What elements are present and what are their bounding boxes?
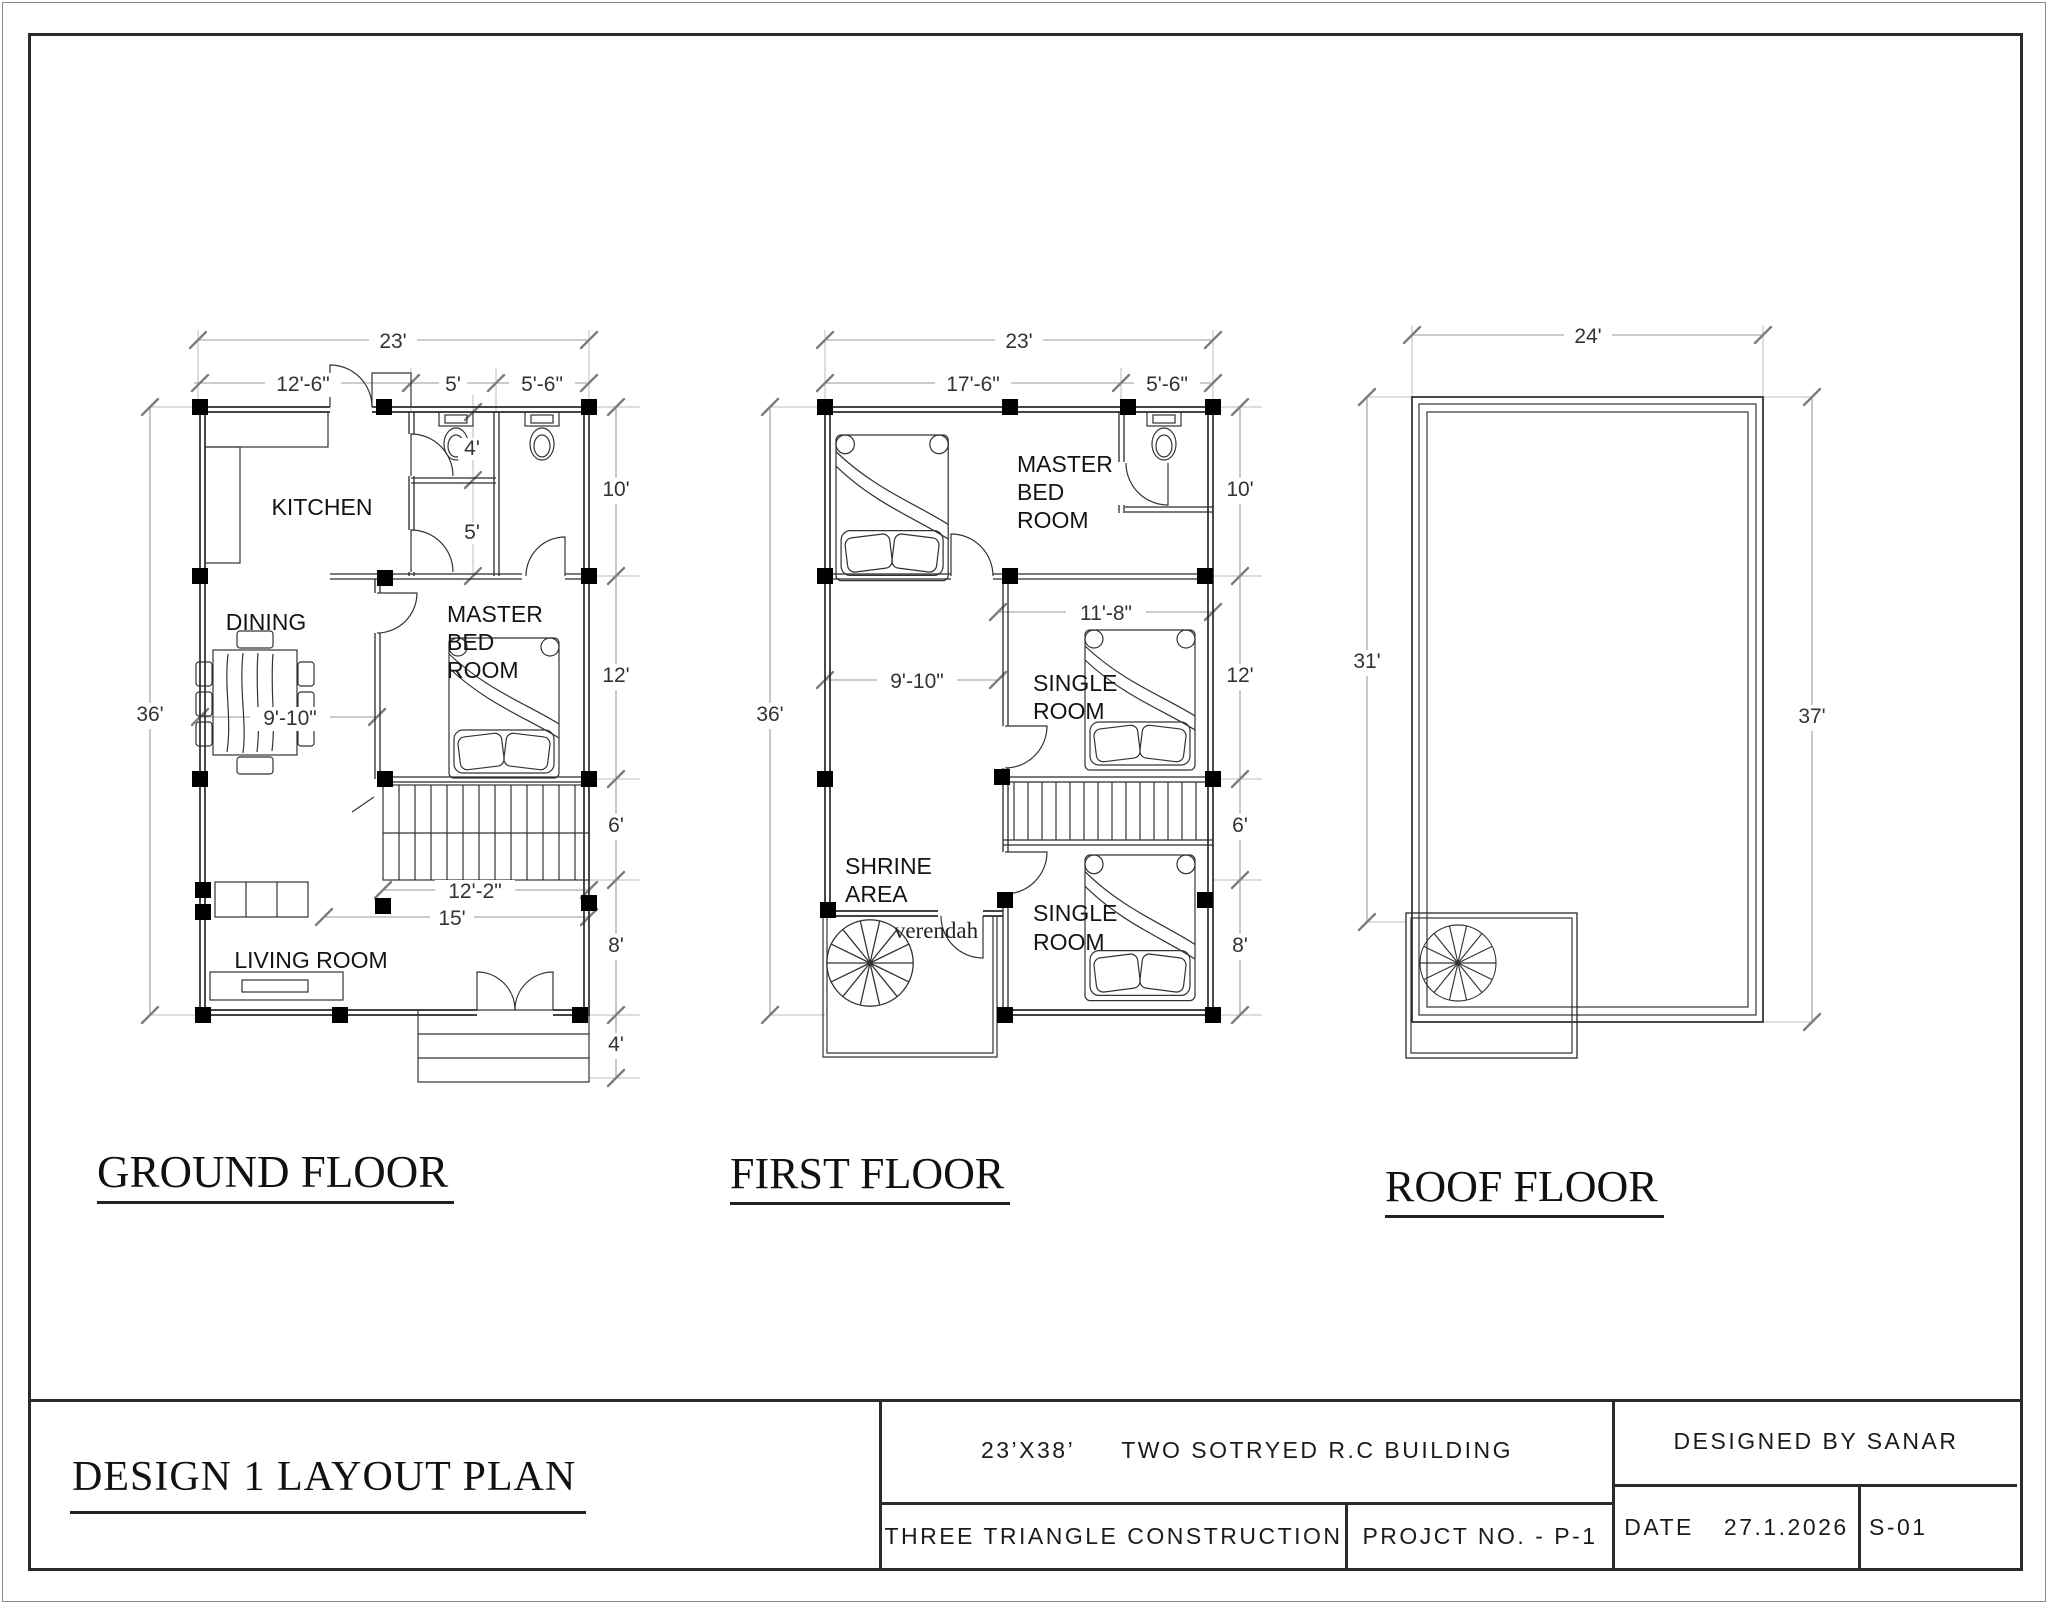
designed-by-cell [1615, 1399, 2017, 1484]
first-single1-label-2: ROOM [1033, 698, 1105, 724]
roof-spiral-stair [1420, 925, 1496, 1001]
first-toilet-door [1126, 463, 1168, 505]
first-dim-single1-width: 11'-8" [1080, 602, 1132, 625]
ground-sofa [215, 882, 308, 917]
ground-kitchen-counter [205, 412, 328, 563]
first-dim-seg-toilet: 5'-6" [1146, 373, 1188, 396]
first-single2-label-1: SINGLE [1033, 900, 1118, 926]
ground-interior-walls [330, 412, 589, 782]
roof-floor-title: ROOF FLOOR [1385, 1165, 1664, 1218]
ground-master-label-3: ROOM [447, 657, 519, 683]
date-cell [1615, 1487, 1858, 1568]
ground-living-label: LIVING ROOM [234, 947, 388, 973]
ground-dim-dining-width: 9'-10" [263, 707, 317, 730]
ground-tv-console [210, 972, 343, 1000]
ground-dim-right-stair: 6' [608, 814, 624, 837]
ground-dim-living-width: 15' [438, 907, 466, 930]
first-master-bed [836, 435, 948, 581]
ground-kitchen-label: KITCHEN [271, 494, 373, 520]
ground-toilet2-fixture [525, 412, 559, 460]
roof-stair-annex-inner [1411, 918, 1572, 1053]
ground-dim-lobby-depth: 5' [464, 521, 480, 544]
sheet-no-text: S-01 [1869, 1514, 1928, 1540]
first-dim-right-stair: 6' [1232, 814, 1248, 837]
ground-dim-seg-toilet2: 5'-6" [521, 373, 563, 396]
building-size-text: 23’X38’ [980, 1437, 1076, 1463]
ground-floor-plan [128, 330, 640, 1086]
ground-porch-steps [418, 1010, 589, 1082]
first-dimension-ticks [762, 332, 1248, 1023]
ground-dining-table [196, 631, 314, 774]
roof-dim-height-total: 37' [1798, 705, 1826, 728]
ground-dim-total-width: 23' [379, 330, 407, 353]
roof-outline-middle [1419, 404, 1756, 1015]
first-master-label-3: ROOM [1017, 507, 1089, 533]
design-title-cell [28, 1399, 921, 1568]
first-floor-plan [748, 330, 1262, 1057]
first-dim-seg-main: 17'-6" [946, 373, 1000, 396]
roof-dim-height-upper: 31' [1353, 650, 1381, 673]
first-dim-right-toilet: 10' [1226, 478, 1254, 501]
ground-entry-door-left [477, 972, 515, 1010]
ground-dim-stair-width: 12'-2" [448, 880, 502, 903]
company-text: THREE TRIANGLE CONSTRUCTION [884, 1523, 1343, 1549]
first-shrine-label-2: AREA [845, 881, 908, 907]
first-single2-bed [1085, 855, 1195, 1001]
ground-floor-title: GROUND FLOOR [97, 1150, 454, 1204]
first-dimension-lines [770, 340, 1240, 1015]
ground-dim-seg-kitchen: 12'-6" [276, 373, 330, 396]
first-dim-total-height: 36' [756, 703, 784, 726]
ground-dining-label: DINING [225, 609, 307, 635]
first-dim-right-single2: 8' [1232, 934, 1248, 957]
roof-outline-outer [1412, 397, 1763, 1022]
date-label: DATE [1624, 1514, 1694, 1540]
roof-stair-annex-outer [1406, 913, 1577, 1058]
roof-dim-width: 24' [1574, 325, 1602, 348]
ground-extension-lines [150, 330, 640, 1078]
building-cell [882, 1399, 1612, 1502]
first-stairs [1014, 782, 1196, 840]
first-master-label-2: BED [1017, 479, 1065, 505]
first-dim-total-width: 23' [1005, 330, 1033, 353]
ground-dim-right-living: 8' [608, 934, 624, 957]
first-single2-door [1005, 852, 1047, 894]
roof-dimension-lines [1367, 335, 1812, 1022]
first-dim-shrine-width: 9'-10" [890, 670, 944, 693]
first-shrine-label-1: SHRINE [845, 853, 932, 879]
first-toilet-fixture [1147, 412, 1181, 460]
first-single1-door [1005, 726, 1047, 768]
ground-master-label-1: MASTER [447, 601, 543, 627]
roof-dimension-ticks [1359, 327, 1820, 1030]
ground-lobby-door [411, 530, 453, 572]
ground-entry-door-right [515, 972, 553, 1010]
project-no-cell [1348, 1505, 1612, 1568]
first-extension-lines [770, 330, 1262, 1015]
ground-dim-right-master: 12' [602, 664, 630, 687]
first-single1-label-1: SINGLE [1033, 670, 1118, 696]
building-type-text: TWO SOTRYED R.C BUILDING [1121, 1437, 1514, 1463]
ground-dim-right-porch: 4' [608, 1033, 624, 1056]
first-master-label-1: MASTER [1017, 451, 1113, 477]
first-dim-right-single1: 12' [1226, 664, 1254, 687]
date-value: 27.1.2026 [1723, 1514, 1849, 1540]
roof-floor-plan [1345, 325, 1834, 1058]
first-master-door [951, 534, 993, 576]
project-no-text: PROJCT NO. - P-1 [1362, 1523, 1598, 1549]
designed-by-text: DESIGNED BY SANAR [1673, 1428, 1959, 1454]
first-floor-title: FIRST FLOOR [730, 1152, 1010, 1205]
ground-dim-seg-toilet1: 5' [445, 373, 461, 396]
design-title-text: DESIGN 1 LAYOUT PLAN [70, 1453, 586, 1514]
sheet-no-cell [1861, 1487, 2025, 1568]
ground-stairs [352, 785, 589, 880]
ground-dim-total-height: 36' [136, 703, 164, 726]
ground-master-door [377, 593, 417, 633]
ground-dim-right-toilet: 10' [602, 478, 630, 501]
ground-master-label-2: BED [447, 629, 495, 655]
ground-toilet2-door [526, 537, 565, 576]
first-verendah-label: verendah [893, 918, 979, 943]
ground-dim-toilet-depth: 4' [464, 437, 480, 460]
roof-dimension-texts [1345, 325, 1834, 731]
first-room-labels [845, 451, 1117, 955]
first-single2-label-2: ROOM [1033, 929, 1105, 955]
company-cell [882, 1505, 1345, 1568]
